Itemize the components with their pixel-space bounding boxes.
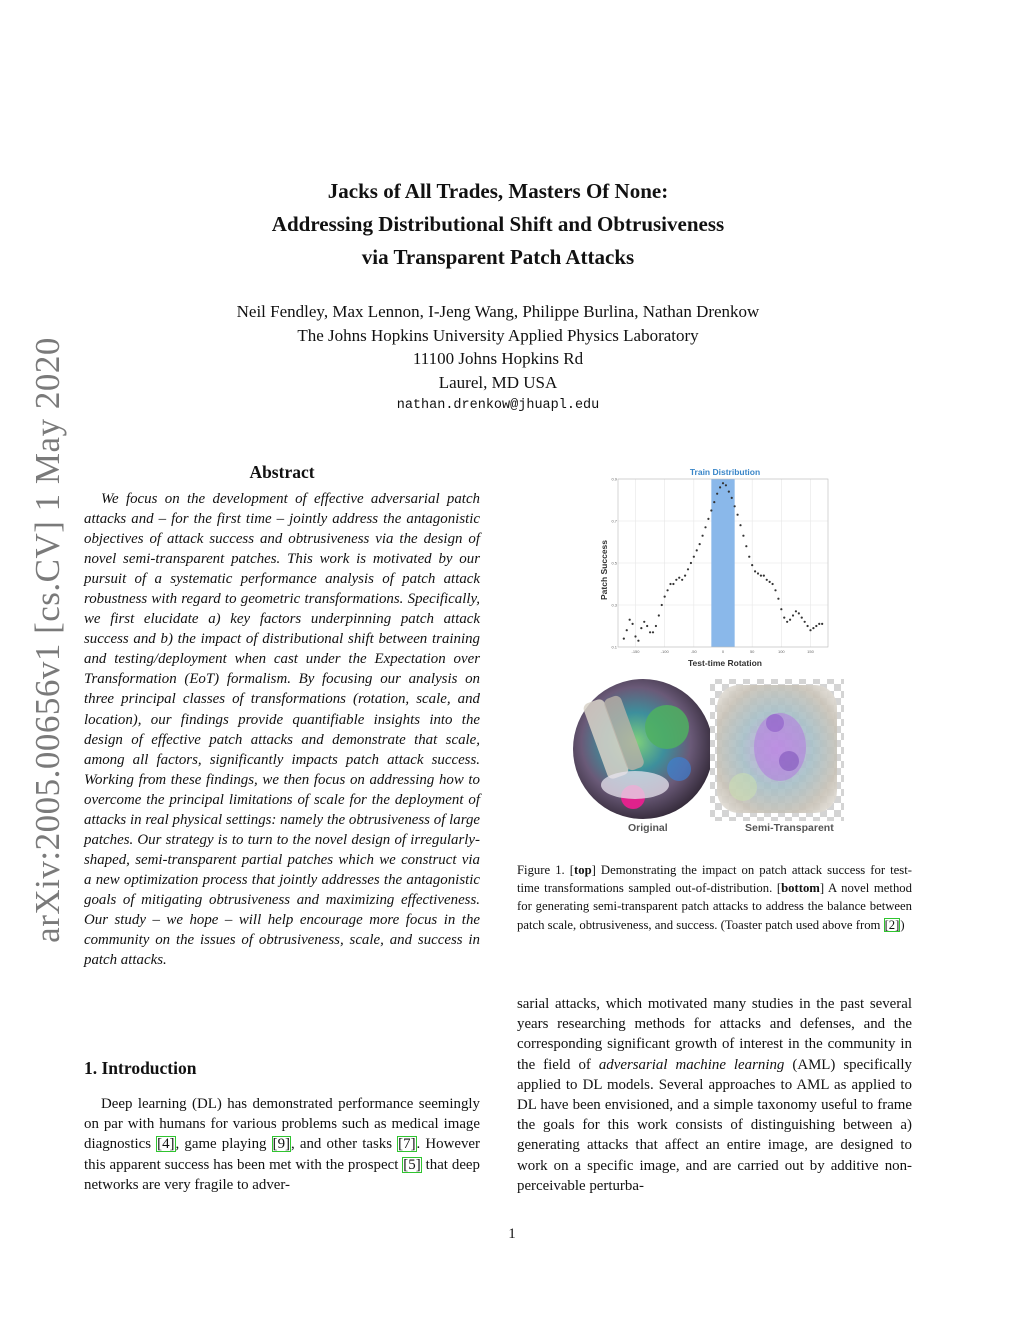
y-tick-label: 0.5 [611, 560, 617, 566]
citation-link[interactable]: [7] [398, 1136, 416, 1153]
original-patch-image [573, 679, 713, 819]
abstract-text: We focus on the development of effective adversarial patch attacks and – for the first time – jointly address the antagonistic objectives of attack success and obtrusiveness via the design of novel semi-transparent patches. This work is motivated by our pursuit of a systematic performance analysis of patch attack robustness with regard to geometric transformations. Specifically, we first elucidate a) key factors underpinning patch attack success and b) the impact of distributional shift between training and testing/deployment when cast under the Expectation over Transformation (EoT) formalism. By focusing our analysis on three principal classes of transformations (rotation, scale, and location), our findings provide quantifiable insights into the design of effective patch attacks and demonstrate that scale, among all factors, significantly impacts patch attack success. Working from these findings, we then focus on addressing how to overcome the principal limitations of scale for the deployment of attacks in real physical settings: namely the obtrusiveness of large patches. Our strategy is to turn to the novel design of irregularly-shaped, semi-transparent partial patches which we construct via a new optimization process that jointly addresses the antagonistic goals of mitigating obtrusiveness and maximizing effectiveness. Our study – we hope – will help encourage more focus in the community on the issues of obtrusiveness, scale, and success in patch attacks. [84, 491, 480, 969]
data-point [704, 526, 706, 528]
citation-link[interactable]: [5] [403, 1156, 421, 1173]
intro-text: . However this apparent success has been met with the prospect [84, 1136, 480, 1173]
x-tick-label: -50 [690, 649, 697, 654]
data-point [652, 631, 654, 633]
data-point [774, 589, 776, 591]
data-point [806, 625, 808, 627]
data-point [713, 501, 715, 503]
data-point [696, 549, 698, 551]
y-tick-label: 0.3 [611, 602, 617, 608]
data-point [649, 631, 651, 633]
data-point [780, 608, 782, 610]
data-point [771, 583, 773, 585]
data-point [681, 579, 683, 581]
data-point [734, 505, 736, 507]
data-point [640, 627, 642, 629]
abstract-heading: Abstract [249, 462, 315, 482]
section-heading-introduction: 1. Introduction [84, 1058, 197, 1078]
x-tick-label: 0 [721, 649, 725, 654]
data-point [707, 518, 709, 520]
data-point [687, 568, 689, 570]
caption-text: Figure 1. [ [517, 863, 574, 877]
chart-x-axis-label: Test-time Rotation [688, 658, 762, 668]
caption-text: ) [900, 917, 905, 932]
paper-title [140, 175, 856, 274]
data-point [655, 625, 657, 627]
body-text: sarial attacks, which motivated many studies in the past several years researching methods for attacks and defenses, and the corresponding significant growth of interest in the community in the field of [517, 996, 912, 1073]
x-tick-label: -150 [631, 649, 640, 654]
data-point [769, 581, 771, 583]
data-point [725, 484, 727, 486]
data-point [701, 535, 703, 537]
label-original: Original [628, 822, 668, 834]
chart-y-axis-label: Patch Success [599, 539, 609, 601]
data-point [664, 596, 666, 598]
train-distribution-band [711, 479, 734, 647]
title-line-1: Jacks of All Trades, Masters Of None: [327, 179, 669, 203]
data-point [792, 614, 794, 616]
data-point [693, 556, 695, 558]
column-2-paragraph [517, 994, 912, 1196]
semi-transparent-patch-image [710, 679, 844, 821]
intro-text: Deep learning (DL) has demonstrated performance seemingly on par with humans for various problems such as medical image diagnostics [84, 1096, 480, 1153]
data-point [760, 575, 762, 577]
intro-text: , and other tasks [290, 1136, 398, 1153]
data-point [634, 635, 636, 637]
caption-top-tag: top [574, 863, 592, 877]
x-tick-label: 50 [749, 649, 755, 654]
caption-text: ] A novel method for generating semi-transparent patch attacks to address the balance between patch scale, obtrusiveness, and success. (Toaster patch used above from [517, 881, 912, 932]
data-point [731, 497, 733, 499]
figure-caption [517, 861, 912, 934]
caption-bottom-tag: bottom [781, 881, 820, 896]
data-point [745, 545, 747, 547]
introduction-paragraph [84, 1094, 480, 1195]
data-point [757, 572, 759, 574]
data-point [675, 579, 677, 581]
data-point [684, 575, 686, 577]
data-point [742, 535, 744, 537]
data-point [821, 623, 823, 625]
x-tick-label: 150 [807, 649, 814, 654]
data-point [637, 640, 639, 642]
data-point [739, 524, 741, 526]
arxiv-stamp: arXiv:2005.00656v1 [cs.CV] 1 May 2020 [28, 337, 67, 943]
data-point [690, 562, 692, 564]
intro-text: , game playing [175, 1136, 272, 1153]
data-point [719, 486, 721, 488]
data-point [736, 514, 738, 516]
data-point [661, 604, 663, 606]
data-point [751, 564, 753, 566]
author-block [140, 300, 856, 394]
author-names: Neil Fendley, Max Lennon, I-Jeng Wang, Philippe Burlina, Nathan Drenkow [236, 302, 760, 321]
data-point [669, 583, 671, 585]
data-point [763, 575, 765, 577]
data-point [766, 579, 768, 581]
data-point [728, 491, 730, 493]
author-affiliation: The Johns Hopkins University Applied Physics Laboratory [297, 325, 699, 345]
y-tick-label: 0.7 [611, 518, 617, 524]
y-tick-label: 0.9 [611, 476, 617, 482]
data-point [789, 619, 791, 621]
patch-images [575, 677, 845, 825]
caption-text: ] Demonstrating the impact on patch attack success for test-time transformations sampled out-of-distribution. [ [517, 863, 912, 896]
chart-title: Train Distribution [689, 467, 761, 477]
author-address-line-1: 11100 Johns Hopkins Rd [412, 349, 584, 368]
data-point [754, 570, 756, 572]
data-point [666, 589, 668, 591]
data-point [678, 577, 680, 579]
citation-link[interactable]: [4] [157, 1136, 175, 1153]
title-line-3: via Transparent Patch Attacks [361, 245, 635, 269]
data-point [716, 493, 718, 495]
data-point [710, 509, 712, 511]
citation-link[interactable]: [9] [272, 1136, 290, 1153]
data-point [801, 617, 803, 619]
body-text-emphasis: adversarial machine learning [598, 1056, 785, 1073]
data-point [658, 614, 660, 616]
data-point [629, 619, 631, 621]
citation-link[interactable]: [2] [884, 917, 900, 932]
data-point [809, 629, 811, 631]
page-number: 1 [508, 1226, 516, 1242]
data-point [795, 610, 797, 612]
data-point [804, 621, 806, 623]
data-point [643, 621, 645, 623]
author-email[interactable]: nathan.drenkow@jhuapl.edu [396, 398, 600, 413]
data-point [748, 556, 750, 558]
data-point [812, 627, 814, 629]
data-point [777, 598, 779, 600]
title-line-2: Addressing Distributional Shift and Obtrusiveness [271, 212, 725, 236]
data-point [783, 617, 785, 619]
data-point [722, 482, 724, 484]
label-semi-transparent: Semi-Transparent [745, 822, 834, 834]
data-point [786, 621, 788, 623]
data-point [818, 623, 820, 625]
data-point [631, 623, 633, 625]
data-point [646, 625, 648, 627]
author-address-line-2: Laurel, MD USA [438, 372, 558, 392]
body-text: (AML) specifically applied to DL models. Several approaches to AML as applied to DL have been envisioned, and a simple taxonomy useful to frame the goals for this work consists of distinguishing between a) generating attacks that affect an entire image, are designed to work on a specific image, and are carried out by additive non-perceivable perturba- [517, 1056, 912, 1194]
data-point [672, 583, 674, 585]
x-tick-label: 100 [777, 649, 785, 654]
intro-text: that deep networks are very fragile to adver- [84, 1156, 480, 1193]
data-point [623, 638, 625, 640]
data-point [699, 543, 701, 545]
data-point [815, 625, 817, 627]
x-tick-label: -100 [660, 649, 669, 654]
y-tick-label: 0.1 [611, 644, 617, 650]
data-point [798, 612, 800, 614]
data-point [626, 629, 628, 631]
patch-success-chart [612, 477, 830, 655]
